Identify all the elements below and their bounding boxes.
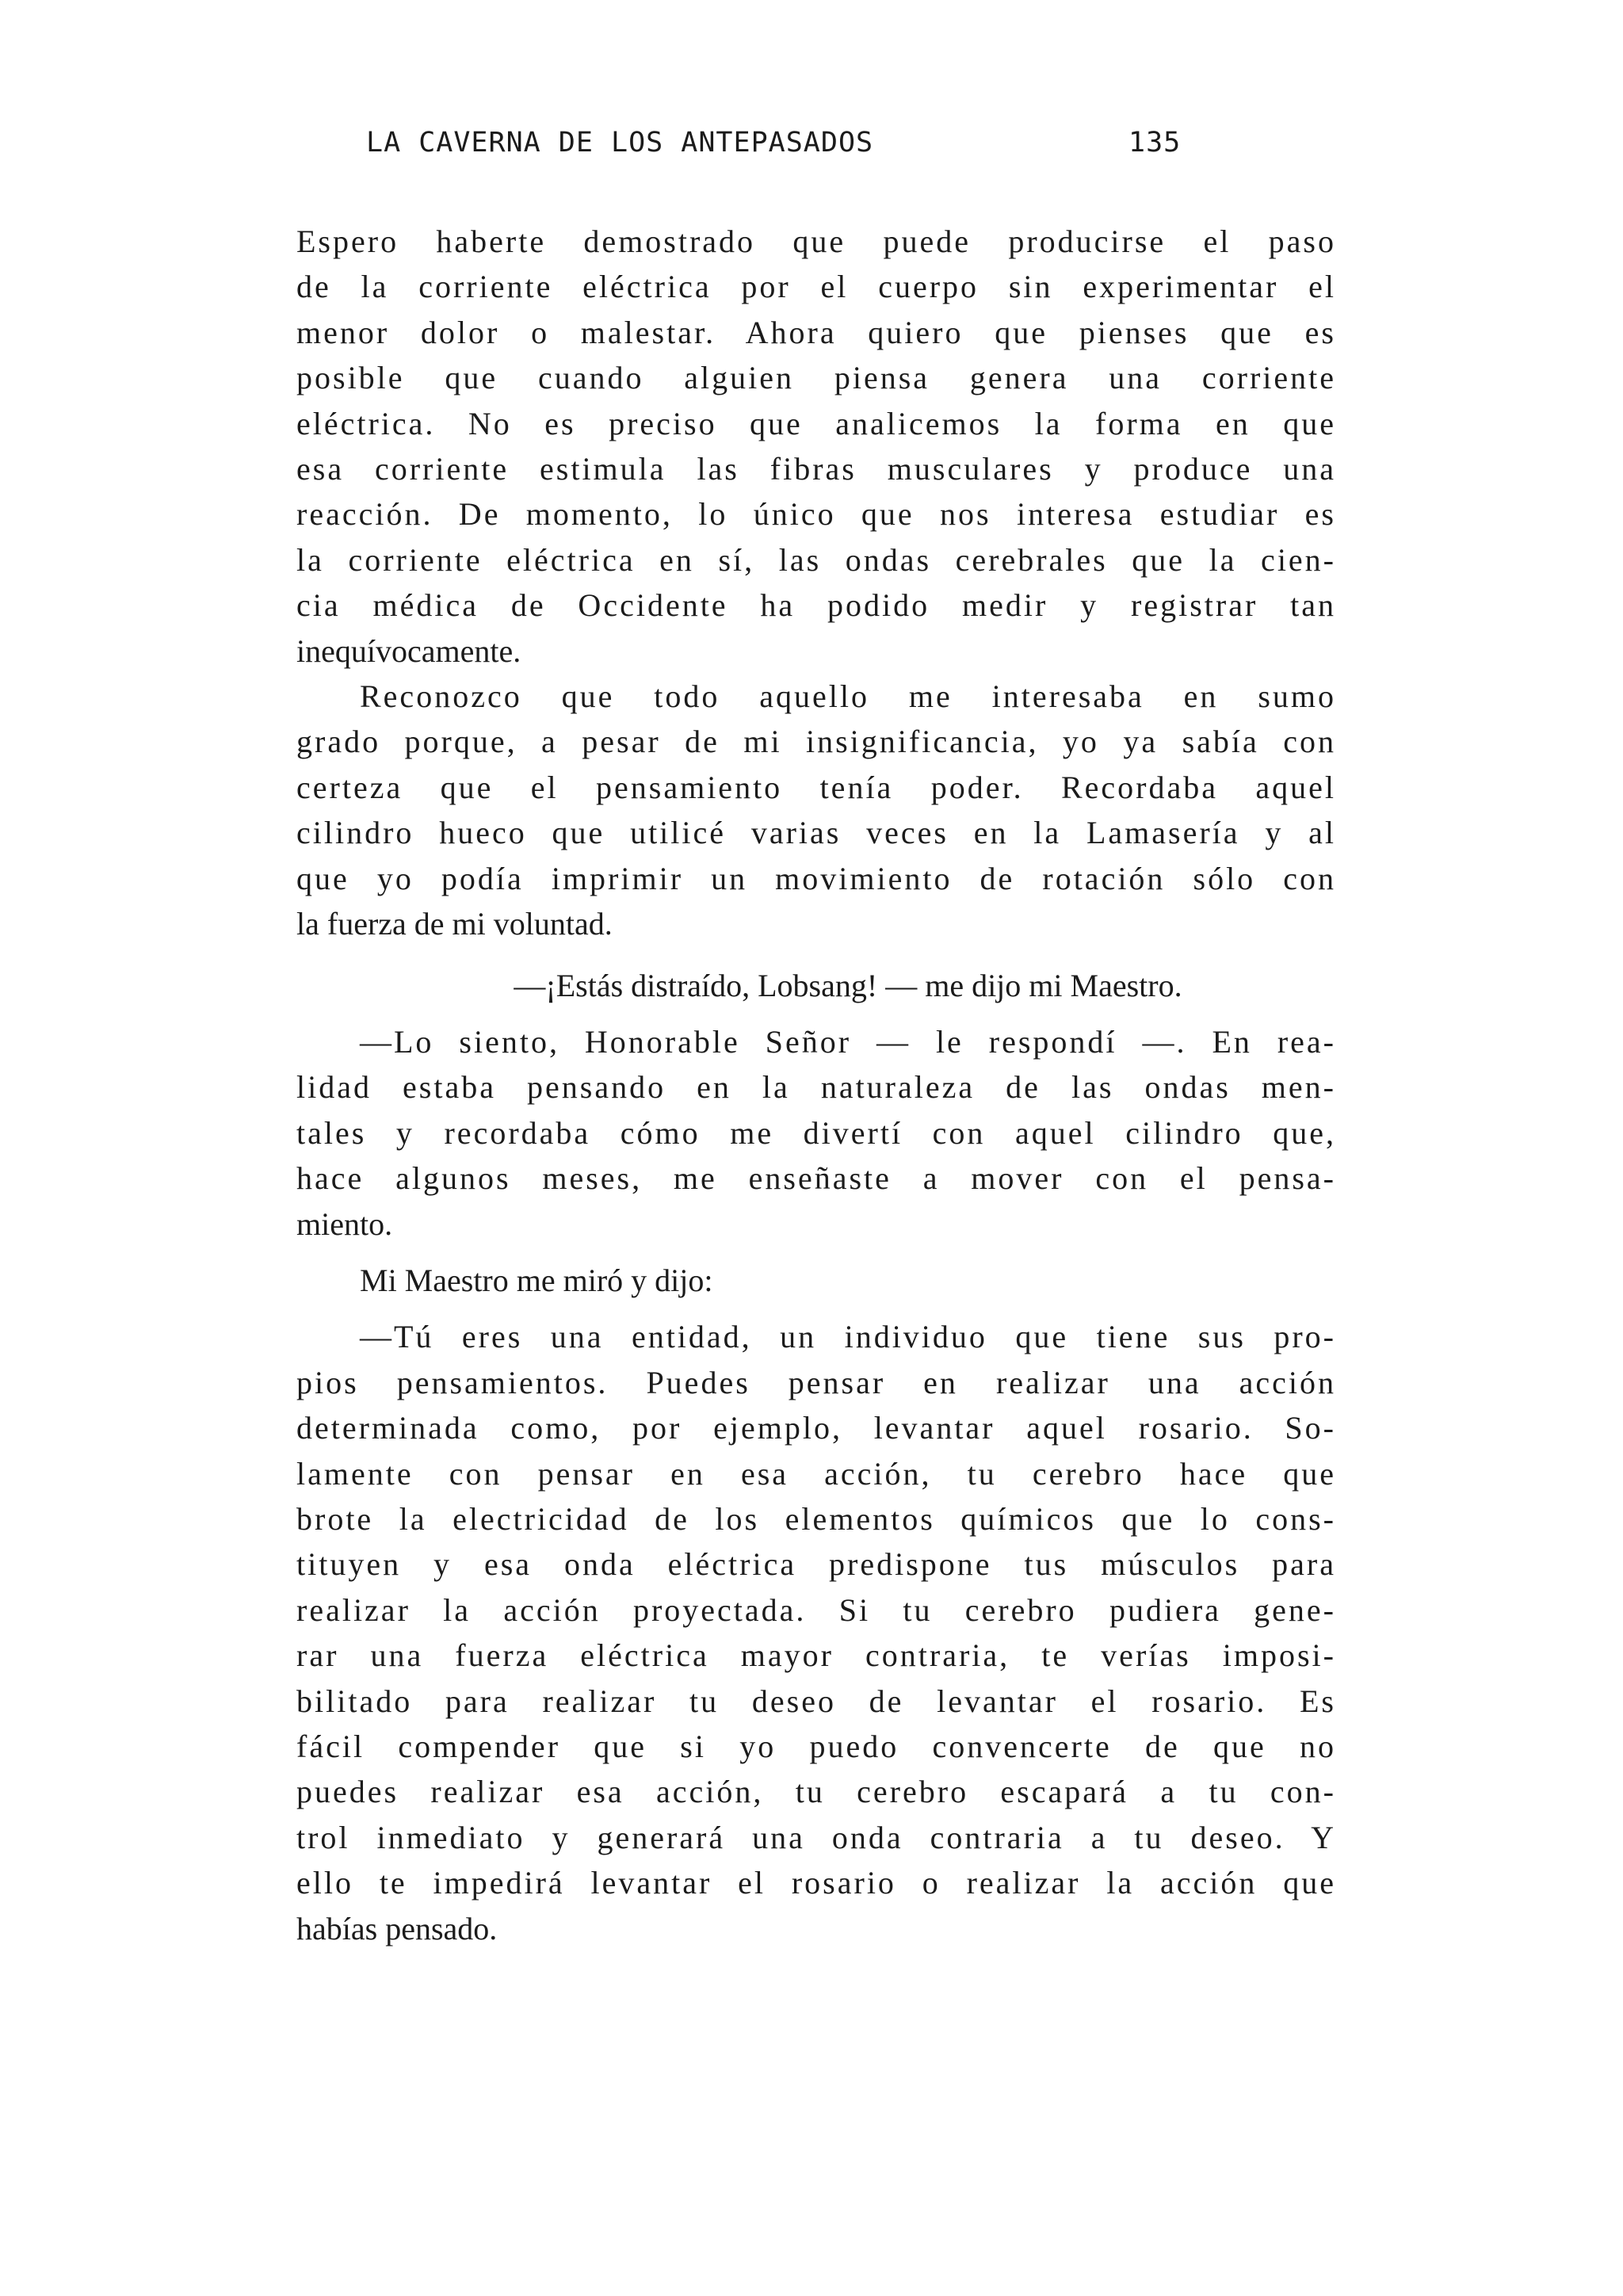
text-line: bilitado para realizar tu deseo de levantar el rosario. Es [296,1683,1336,1719]
text-line: realizar la acción proyectada. Si tu cerebro pudiera gene- [296,1591,1336,1628]
text-line: reacción. De momento, lo único que nos interesa estudiar es [296,496,1336,533]
text-line: —Tú eres una entidad, un individuo que tiene sus pro- [360,1319,1336,1355]
paragraph-3 [296,963,1336,1008]
text-line: Reconozco que todo aquello me interesaba en sumo [360,678,1336,715]
text-line: trol inmediato y generará una onda contraria a tu deseo. Y [296,1819,1336,1855]
page-number: 135 [1128,127,1182,159]
text-line: lidad estaba pensando en la naturaleza de las ondas men- [296,1069,1336,1106]
text-line: eléctrica. No es preciso que analicemos la forma en que [296,405,1336,441]
text-line: posible que cuando alguien piensa genera una corriente [296,360,1336,396]
text-line: menor dolor o malestar. Ahora quiero que pienses que es [296,314,1336,350]
text-line: esa corriente estimula las fibras musculares y produce una [296,451,1336,487]
text-line: hace algunos meses, me enseñaste a mover con el pensa- [296,1160,1336,1197]
text-line: lamente con pensar en esa acción, tu cerebro hace que [296,1455,1336,1492]
text-line: certeza que el pensamiento tenía poder. Recordaba aquel [296,769,1336,805]
paragraph-6 [296,1314,1336,1951]
text-line: determinada como, por ejemplo, levantar aquel rosario. So- [296,1410,1336,1446]
text-line: ello te impedirá levantar el rosario o realizar la acción que [296,1865,1336,1901]
text-line: inequívocamente. [296,632,521,669]
body-text [296,219,1336,1951]
paragraph-2 [296,674,1336,946]
paragraph-4 [296,1019,1336,1247]
text-line: cia médica de Occidente ha podido medir y registrar tan [296,587,1336,624]
text-line: cilindro hueco que utilicé varias veces en la Lamasería y al [296,815,1336,851]
paragraph-1 [296,219,1336,674]
text-line: habías pensado. [296,1910,498,1946]
text-line: —¡Estás distraído, Lobsang! — me dijo mi Maestro. [514,967,1182,1003]
text-line: brote la electricidad de los elementos químicos que lo cons- [296,1500,1336,1537]
text-line: que yo podía imprimir un movimiento de rotación sólo con [296,860,1336,896]
text-line: tales y recordaba cómo me divertí con aquel cilindro que, [296,1114,1336,1151]
text-line: —Lo siento, Honorable Señor — le respondí —. En rea- [360,1023,1336,1060]
text-line: de la corriente eléctrica por el cuerpo sin experimentar el [296,269,1336,305]
text-line: grado porque, a pesar de mi insignificancia, yo ya sabía con [296,724,1336,760]
text-line: miento. [296,1205,393,1242]
text-line: Mi Maestro me miró y dijo: [360,1262,713,1298]
text-line: la fuerza de mi voluntad. [296,906,613,942]
running-title: LA CAVERNA DE LOS ANTEPASADOS [366,127,874,159]
text-line: tituyen y esa onda eléctrica predispone tus músculos para [296,1546,1336,1583]
text-line: pios pensamientos. Puedes pensar en realizar una acción [296,1364,1336,1400]
text-line: fácil compender que si yo puedo convencerte de que no [296,1729,1336,1764]
paragraph-5 [296,1258,1336,1303]
text-line: Espero haberte demostrado que puede producirse el paso [296,223,1336,259]
text-line: puedes realizar esa acción, tu cerebro escapará a tu con- [296,1774,1336,1810]
text-line: la corriente eléctrica en sí, las ondas cerebrales que la cien- [296,541,1336,578]
text-line: rar una fuerza eléctrica mayor contraria, te verías imposi- [296,1637,1336,1674]
